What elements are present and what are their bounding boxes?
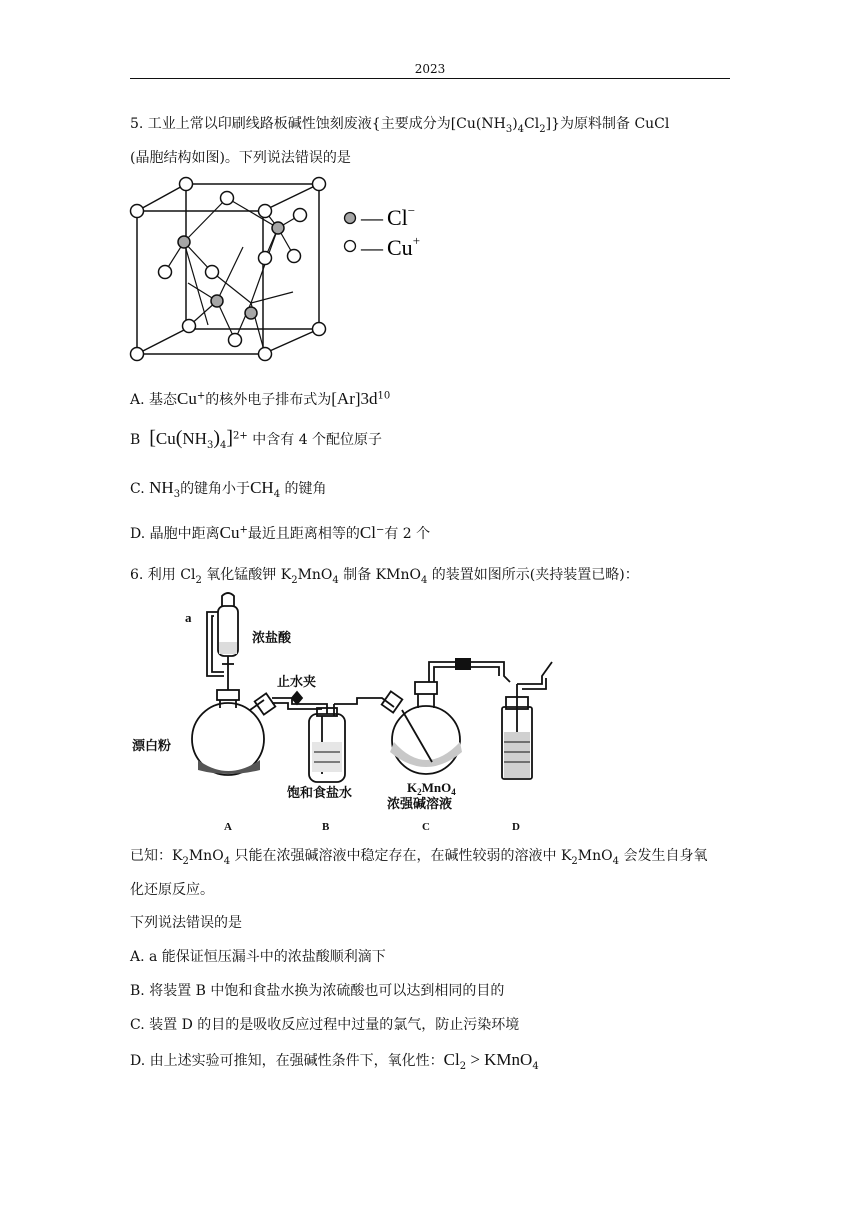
formula: Cl <box>359 523 376 542</box>
option-text: D. 由上述实验可推知，在强碱性条件下，氧化性： <box>130 1053 444 1069</box>
header-rule <box>130 78 730 79</box>
subscript: 4 <box>420 574 428 586</box>
label-bleach: 漂白粉 <box>132 738 172 753</box>
bracket-close: ] <box>226 427 234 449</box>
q6-stem-text: 制备 KMnO <box>338 567 421 583</box>
q5-option-b <box>130 428 382 451</box>
q5-stem-sub: 3 <box>505 123 513 135</box>
legend-cl-label: — Cl− <box>361 203 416 230</box>
q5-stem-text: ) <box>512 116 518 132</box>
bleach-powder <box>198 760 260 774</box>
option-text: 的键角 <box>284 481 327 497</box>
crystal-cell-figure <box>128 175 428 370</box>
q5-stem-sub: 4 <box>517 123 525 135</box>
option-text: B <box>130 432 141 448</box>
cu-ion <box>313 323 326 336</box>
dropping-funnel <box>207 593 238 690</box>
q6-stem-text: 6. 利用 Cl <box>130 567 196 583</box>
q5-option-c <box>130 478 327 500</box>
option-text: 中含有 4 个配位原子 <box>252 432 383 448</box>
q6-option-c: C. 装置 D 的目的是吸收反应过程中过量的氯气，防止污染环境 <box>130 1017 520 1033</box>
formula: Cu <box>177 389 197 408</box>
q6-stem-text: 氧化锰酸钾 K <box>201 567 292 583</box>
flask-c <box>390 658 510 774</box>
q6-option-d <box>130 1050 539 1072</box>
label-hcl: 浓盐酸 <box>252 630 292 645</box>
formula: NH <box>149 478 174 497</box>
option-text: A. 基态 <box>130 392 178 408</box>
superscript: 10 <box>377 390 391 402</box>
formula: KMnO <box>484 1050 533 1069</box>
subscript: 4 <box>612 855 620 867</box>
known-text: MnO <box>188 848 224 864</box>
cl-ion <box>211 295 223 307</box>
cu-ion <box>259 348 272 361</box>
legend-cl-marker <box>345 213 356 224</box>
formula: NH <box>182 429 207 448</box>
cu-ion <box>313 178 326 191</box>
absorber-d <box>502 662 552 779</box>
q6-known-line2: 化还原反应。 <box>130 882 214 898</box>
q6-question: 下列说法错误的是 <box>130 915 242 931</box>
label-clamp: 止水夹 <box>277 674 317 689</box>
q6-stem-text: MnO <box>297 567 333 583</box>
formula: Cu <box>155 429 176 448</box>
page-header-year: 2023 <box>414 62 446 76</box>
device-label-b: B <box>322 821 330 833</box>
paren-open: ( <box>175 427 183 449</box>
cl-ion <box>272 222 284 234</box>
label-a-tube: a <box>185 610 192 625</box>
subscript: 4 <box>332 574 339 586</box>
cu-ion <box>288 250 301 263</box>
option-text: 的核外电子排布式为 <box>205 392 332 408</box>
cu-ion <box>183 320 196 333</box>
label-brine: 饱和食盐水 <box>287 785 353 800</box>
water-clamp <box>292 692 302 704</box>
q5-stem-sub: 2 <box>539 123 546 135</box>
subscript: 4 <box>532 1060 539 1072</box>
wash-bottle-b <box>309 704 345 782</box>
option-text: 有 2 个 <box>384 526 431 542</box>
subscript: 2 <box>571 855 578 867</box>
known-text: 已知：K <box>130 848 183 864</box>
flask-a <box>192 690 275 775</box>
apparatus-figure <box>132 592 562 837</box>
formula: CH <box>250 478 274 497</box>
cu-ions <box>131 178 326 361</box>
option-text: C. <box>130 481 145 497</box>
device-label-d: D <box>512 821 520 833</box>
q6-known-line1 <box>130 845 707 867</box>
q5-stem-text: ]}为原料制备 CuCl <box>545 116 670 132</box>
formula: Cu <box>219 523 240 542</box>
q6-option-a: A. a 能保证恒压漏斗中的浓盐酸顺利滴下 <box>130 949 386 965</box>
charge: + <box>239 524 248 536</box>
cl-ion <box>178 236 190 248</box>
charge: − <box>375 524 385 536</box>
option-text: 最近且距离相等的 <box>247 526 360 542</box>
q5-stem-line2: (晶胞结构如图)。下列说法错误的是 <box>130 150 351 166</box>
q5-stem-text: Cl <box>524 116 540 132</box>
cu-ion <box>259 252 272 265</box>
known-text: 只能在浓强碱溶液中稳定存在，在碱性较弱的溶液中 K <box>230 848 572 864</box>
charge: 2+ <box>233 430 248 442</box>
cu-ion <box>159 266 172 279</box>
cu-ion <box>294 209 307 222</box>
q5-stem-line1 <box>130 113 669 135</box>
known-text: 会发生自身氧 <box>619 848 708 864</box>
cu-ion <box>131 205 144 218</box>
q6-option-b: B. 将装置 B 中饱和食盐水换为浓硫酸也可以达到相同的目的 <box>130 983 505 999</box>
option-text: D. 晶胞中距离 <box>130 526 220 542</box>
charge: + <box>196 390 206 402</box>
bracket-open: [ <box>149 427 156 449</box>
option-text: 的键角小于 <box>180 481 251 497</box>
device-label-c: C <box>422 821 430 833</box>
formula: Cl <box>443 1050 460 1069</box>
label-k2mno4: $K_2MnO_4$ <box>407 780 456 797</box>
subscript: 2 <box>459 1060 467 1072</box>
known-text: MnO <box>577 848 613 864</box>
q6-stem-text: 的装置如图所示(夹持装置已略)： <box>427 567 639 583</box>
subscript: 3 <box>173 488 181 500</box>
legend-cu-label: — Cu+ <box>361 233 421 260</box>
cl-ion <box>245 307 257 319</box>
subscript: 4 <box>223 855 231 867</box>
subscript: 4 <box>220 439 227 451</box>
cu-ion <box>206 266 219 279</box>
cu-ion <box>229 334 242 347</box>
subscript: 2 <box>195 574 202 586</box>
device-label-a: A <box>224 821 232 833</box>
electron-config: [Ar]3d <box>331 389 378 408</box>
cu-ion <box>180 178 193 191</box>
q6-stem <box>130 564 639 586</box>
subscript: 4 <box>273 488 281 500</box>
greater-than: > <box>466 1050 485 1069</box>
legend-cu-marker <box>345 241 356 252</box>
subscript: 2 <box>182 855 189 867</box>
cu-ion <box>259 205 272 218</box>
q5-option-a <box>130 389 390 409</box>
subscript: 3 <box>206 439 214 451</box>
q5-option-d <box>130 523 430 543</box>
cu-ion <box>131 348 144 361</box>
cu-ion <box>221 192 234 205</box>
cl-ions <box>178 222 284 319</box>
subscript: 2 <box>291 574 298 586</box>
q5-stem-text: 5. 工业上常以印刷线路板碱性蚀刻废液{主要成分为[Cu(NH <box>130 116 506 132</box>
label-alkali: 浓强碱溶液 <box>387 796 453 811</box>
paren-close: ) <box>213 427 220 449</box>
